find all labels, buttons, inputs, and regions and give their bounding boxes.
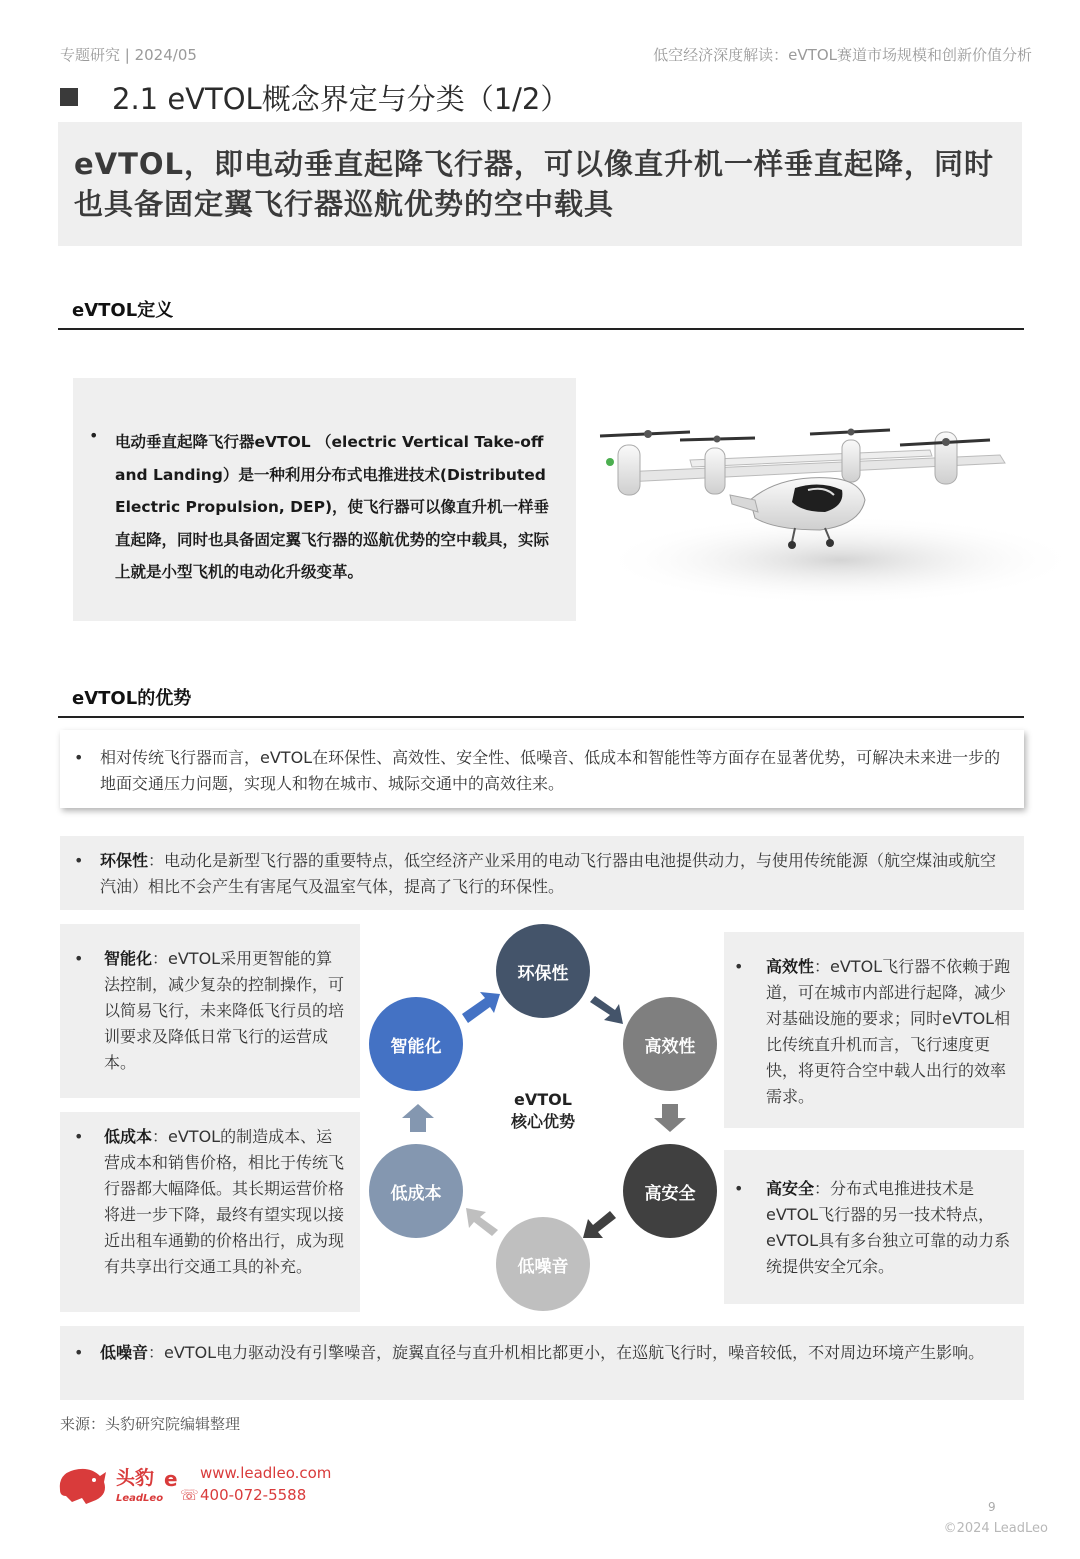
definition-text: 电动垂直起降飞行器eVTOL （electric Vertical Take-off and Landing）是一种利用分布式电推进技术(Distributed Electric Propulsion, DEP)，使飞行器可以像直升机一样垂直起降，同时也具备固定翼飞行器的巡航优势的空中载具，实际上就是小型飞机的电动化升级变革。	[115, 433, 550, 581]
bullet-icon: •	[74, 949, 84, 968]
bullet-icon: •	[734, 1179, 744, 1198]
advantages-heading: eVTOL的优势	[58, 684, 1024, 718]
noise-box	[60, 1326, 1024, 1400]
arrow-env-to-efficiency-icon	[590, 996, 623, 1024]
square-bullet-icon	[60, 88, 78, 106]
node-safety: 高安全	[623, 1144, 717, 1238]
efficiency-box	[724, 932, 1024, 1128]
cycle-center-line2: 核心优势	[510, 1112, 575, 1131]
svg-text:e: e	[164, 1467, 178, 1491]
cost-label: 低成本	[104, 1127, 153, 1146]
contact-info	[180, 1462, 331, 1506]
arrow-smart-to-env-icon	[462, 992, 500, 1023]
noise-text: ：eVTOL电力驱动没有引擎噪音，旋翼直径与直升机相比都更小，在巡航飞行时，噪音较低，不对周边环境产生影响。	[148, 1343, 985, 1362]
efficiency-text: ：eVTOL飞行器不依赖于跑道，可在城市内部进行起降，减少对基础设施的要求；同时eVTOL相比传统直升机而言，飞行速度更快，将更符合空中载人出行的效率需求。	[766, 957, 1011, 1106]
node-smart: 智能化	[369, 997, 463, 1091]
svg-text:LeadLeo: LeadLeo	[116, 1493, 164, 1504]
source-note: 来源：头豹研究院编辑整理	[60, 1415, 241, 1433]
safety-text: ：分布式电推进技术是eVTOL飞行器的另一技术特点，eVTOL具有多台独立可靠的动力系统提供安全冗余。	[766, 1179, 1011, 1276]
page-number: 9	[988, 1500, 996, 1514]
env-label: 环保性	[100, 851, 149, 870]
header-left: 专题研究 | 2024/05	[60, 46, 197, 64]
node-env: 环保性	[496, 924, 590, 1018]
copyright: ©2024 LeadLeo	[943, 1521, 1048, 1536]
cycle-center-line1: eVTOL	[514, 1090, 572, 1109]
headline-box	[58, 122, 1022, 246]
definition-box	[73, 378, 576, 621]
arrow-safety-to-noise-icon	[583, 1211, 616, 1238]
leadleo-logo	[56, 1460, 181, 1508]
env-box	[60, 836, 1024, 910]
smart-text: ：eVTOL采用更智能的算法控制，减少复杂的控制操作，可以简易飞行，未来降低飞行员的培训要求及降低日常飞行的运营成本。	[104, 949, 345, 1072]
cost-text: ：eVTOL的制造成本、运营成本和销售价格，相比于传统飞行器都大幅降低。其长期运营价格将进一步下降，最终有望实现以接近出租车通勤的价格出行，成为现有共享出行交通工具的补充。	[104, 1127, 345, 1276]
advantages-intro-text: 相对传统飞行器而言，eVTOL在环保性、高效性、安全性、低噪音、低成本和智能性等方面存在显著优势，可解决未来进一步的地面交通压力问题，实现人和物在城市、城际交通中的高效往来。	[100, 748, 1001, 793]
section-title	[60, 76, 569, 118]
bullet-icon: •	[89, 426, 99, 445]
phone-text: 400-072-5588	[200, 1486, 307, 1504]
arrow-noise-to-cost-icon	[466, 1208, 498, 1236]
bullet-icon: •	[74, 1343, 84, 1362]
noise-label: 低噪音	[100, 1343, 149, 1362]
smart-box	[60, 924, 360, 1098]
env-text: ：电动化是新型飞行器的重要特点，低空经济产业采用的电动飞行器由电池提供动力，与使用传统能源（航空煤油或航空汽油）相比不会产生有害尾气及温室气体，提高了飞行的环保性。	[100, 851, 997, 896]
safety-label: 高安全	[766, 1179, 815, 1198]
node-efficiency: 高效性	[623, 997, 717, 1091]
definition-heading: eVTOL定义	[58, 296, 1024, 330]
section-title-text: 2.1 eVTOL概念界定与分类（1/2）	[112, 81, 570, 116]
cycle-center-label	[493, 1089, 593, 1133]
evtol-aircraft-image	[580, 400, 1080, 625]
svg-text:头豹: 头豹	[116, 1467, 155, 1489]
node-noise: 低噪音	[496, 1217, 590, 1311]
page-header	[60, 44, 1032, 66]
node-cost: 低成本	[369, 1144, 463, 1238]
bullet-icon: •	[734, 957, 744, 976]
headline-text: eVTOL，即电动垂直起降飞行器，可以像直升机一样垂直起降，同时也具备固定翼飞行器巡航优势的空中载具	[74, 147, 995, 221]
arrow-efficiency-to-safety-icon	[654, 1104, 686, 1132]
efficiency-label: 高效性	[766, 957, 815, 976]
safety-box	[724, 1150, 1024, 1304]
phone-icon: ☏	[180, 1486, 199, 1504]
cost-box	[60, 1112, 360, 1312]
bullet-icon: •	[74, 851, 84, 870]
bullet-icon: •	[74, 748, 84, 767]
bullet-icon: •	[74, 1127, 84, 1146]
header-right: 低空经济深度解读：eVTOL赛道市场规模和创新价值分析	[653, 46, 1032, 64]
smart-label: 智能化	[104, 949, 153, 968]
advantages-intro-card	[60, 730, 1024, 808]
website-text[interactable]: www.leadleo.com	[200, 1464, 332, 1482]
arrow-cost-to-smart-icon	[402, 1104, 434, 1132]
